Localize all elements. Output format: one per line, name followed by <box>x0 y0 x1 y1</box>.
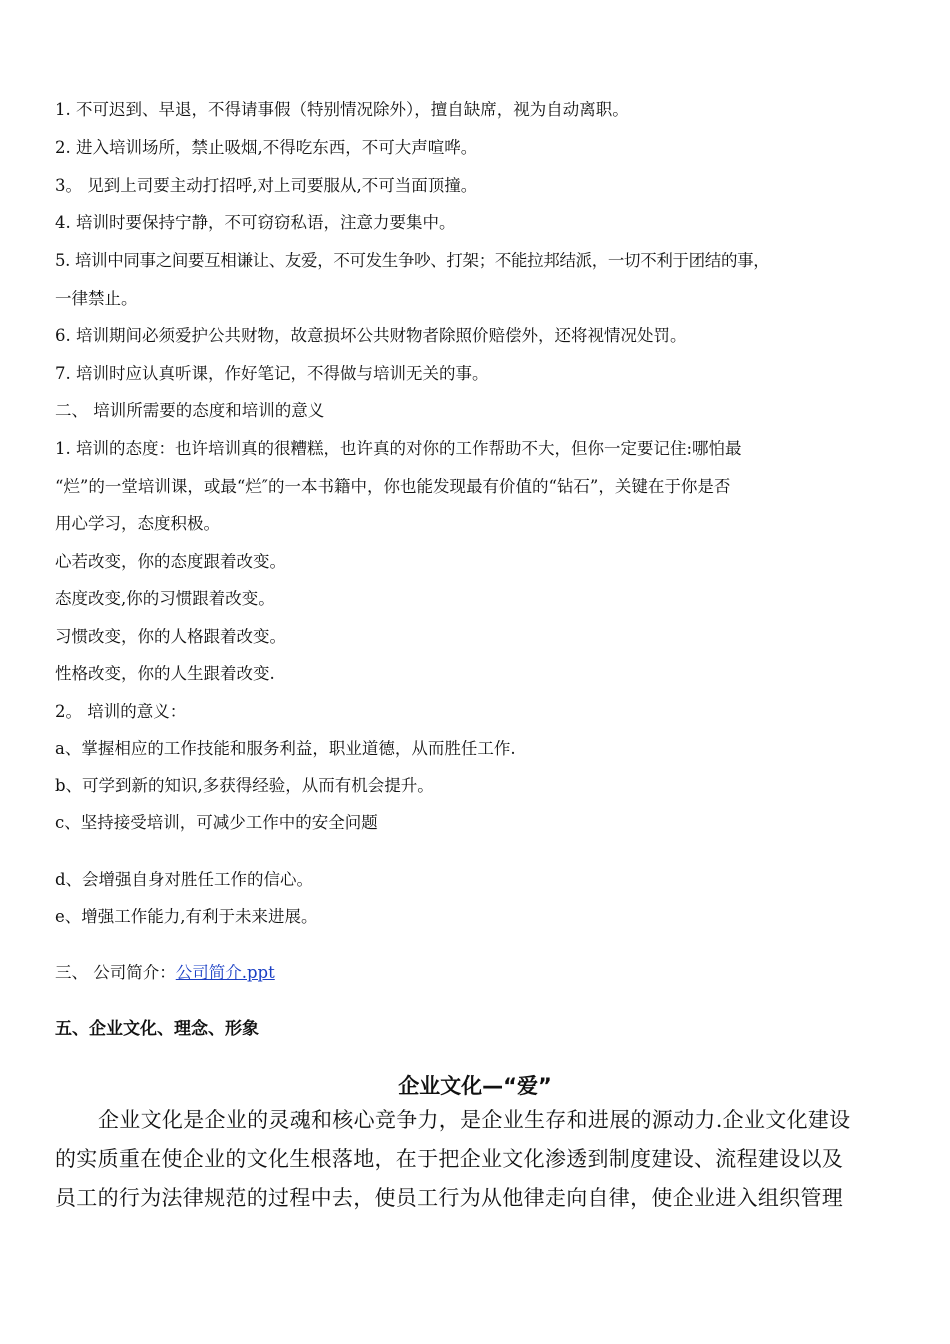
meaning-item-e: e、增强工作能力,有利于未来进展。 <box>55 907 318 926</box>
rule-3: 3。 见到上司要主动打招呼,对上司要服从,不可当面顶撞。 <box>55 176 478 195</box>
attitude-line-1: 1. 培训的态度：也许培训真的很糟糕，也许真的对你的工作帮助不大，但你一定要记住:哪怕最 <box>55 439 742 458</box>
culture-paragraph-line-3: 员工的行为法律规范的过程中去，使员工行为从他律走向自律，使企业进入组织管理 <box>55 1186 844 1210</box>
rule-5-continued: 一律禁止。 <box>55 289 138 308</box>
company-intro-link[interactable]: 公司简介.ppt <box>175 963 275 982</box>
change-line-1: 心若改变，你的态度跟着改变。 <box>55 552 286 571</box>
culture-title: 企业文化—“爱” <box>398 1074 552 1098</box>
rule-6: 6. 培训期间必须爱护公共财物，故意损坏公共财物者除照价赔偿外，还将视情况处罚。 <box>55 326 687 345</box>
meaning-heading: 2。 培训的意义： <box>55 702 187 721</box>
section-3-heading <box>55 963 275 983</box>
section-3-label: 三、 公司简介： <box>55 963 176 982</box>
attitude-line-2: “烂”的一堂培训课，或最“烂″的一本书籍中，你也能发现最有价值的“钻石”，关键在于你是否 <box>55 477 731 496</box>
meaning-item-c: c、坚持接受培训，可减少工作中的安全问题 <box>55 813 378 832</box>
culture-paragraph-line-2: 的实质重在使企业的文化生根落地，在于把企业文化渗透到制度建设、流程建设以及 <box>55 1147 844 1171</box>
rule-7: 7. 培训时应认真听课，作好笔记，不得做与培训无关的事。 <box>55 364 489 383</box>
rule-1: 1. 不可迟到、早退，不得请事假（特别情况除外），擅自缺席，视为自动离职。 <box>55 100 629 119</box>
section-2-heading: 二、 培训所需要的态度和培训的意义 <box>55 401 325 420</box>
culture-paragraph-line-1: 企业文化是企业的灵魂和核心竞争力，是企业生存和进展的源动力.企业文化建设 <box>98 1108 851 1132</box>
rule-2: 2. 进入培训场所，禁止吸烟,不得吃东西，不可大声喧哗。 <box>55 138 478 157</box>
change-line-2: 态度改变,你的习惯跟着改变。 <box>55 589 275 608</box>
rule-4: 4. 培训时要保持宁静，不可窃窃私语，注意力要集中。 <box>55 213 456 232</box>
meaning-item-a: a、掌握相应的工作技能和服务利益，职业道德，从而胜任工作. <box>55 739 516 758</box>
change-line-3: 习惯改变，你的人格跟着改变。 <box>55 627 286 646</box>
rule-5: 5. 培训中同事之间要互相谦让、友爱，不可发生争吵、打架；不能拉邦结派，一切不利于团结的事， <box>55 251 770 270</box>
meaning-item-d: d、会增强自身对胜任工作的信心。 <box>55 870 314 889</box>
change-line-4: 性格改变，你的人生跟着改变. <box>55 664 275 683</box>
attitude-line-3: 用心学习，态度积极。 <box>55 514 220 533</box>
section-5-heading: 五、企业文化、理念、形象 <box>55 1019 259 1039</box>
meaning-item-b: b、可学到新的知识,多获得经验，从而有机会提升。 <box>55 776 434 795</box>
